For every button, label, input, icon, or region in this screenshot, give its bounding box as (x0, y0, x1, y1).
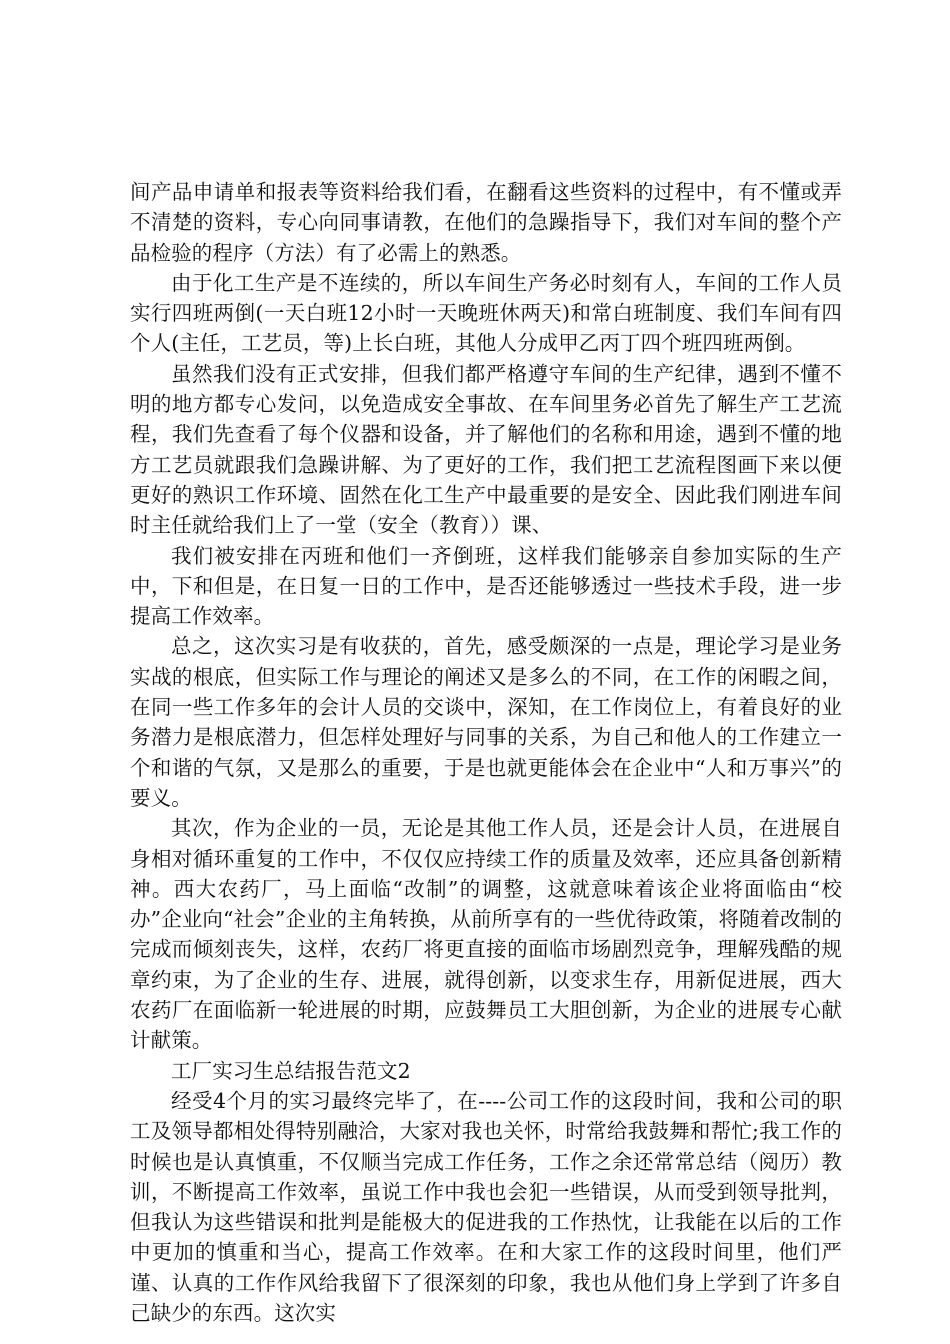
paragraph-6: 其次，作为企业的一员，无论是其他工作人员，还是会计人员，在进展自身相对循环重复的工作中，不仅仅应持续工作的质量及效率，还应具备创新精神。西大农药厂，马上面临“改制”的调整，这就意味着该企业将面临由“校办”企业向“社会”企业的主角转换，从前所享有的一些优待政策，将随着改制的完成而倾刻丧失，这样，农药厂将更直接的面临市场剧烈竞争，理解残酷的规章约束，为了企业的生存、进展，就得创新，以变求生存，用新促进展，西大农药厂在面临新一轮进展的时期，应鼓舞员工大胆创新，为企业的进展专心献计献策。 (130, 816, 842, 1053)
paragraph-5: 总之，这次实习是有收获的，首先，感受颇深的一点是，理论学习是业务实战的根底，但实际工作与理论的阐述又是多么的不同，在工作的闲暇之间，在同一些工作多年的会计人员的交谈中，深知，在工作岗位上，有着良好的业务潜力是根底潜力，但怎样处理好与同事的关系，为自己和他人的工作建立一个和谐的气氛，又是那么的重要，于是也就更能体会在企业中“人和万事兴”的要义。 (130, 634, 842, 810)
paragraph-1: 间产品申请单和报表等资料给我们看，在翻看这些资料的过程中，有不懂或弄不清楚的资料，专心向同事请教，在他们的急躁指导下，我们对车间的整个产品检验的程序（方法）有了必需上的熟悉。 (130, 180, 842, 265)
section-heading: 工厂实习生总结报告范文2 (171, 1058, 411, 1083)
paragraph-3: 虽然我们没有正式安排，但我们都严格遵守车间的生产纪律，遇到不懂不明的地方都专心发问，以免造成安全事故、在车间里务必首先了解生产工艺流程，我们先查看了每个仪器和设备，并了解他们的名称和用途，遇到不懂的地方工艺员就跟我们急躁讲解、为了更好的工作，我们把工艺流程图画下来以便更好的熟识工作环境、固然在化工生产中最重要的是安全、因此我们刚进车间时主任就给我们上了一堂（安全（教育））课、 (130, 361, 842, 538)
paragraph-7: 经受4个月的实习最终完毕了，在----公司工作的这段时间，我和公司的职工及领导都相处得特别融洽，大家对我也关怀，时常给我鼓舞和帮忙;我工作的时候也是认真慎重，不仅顺当完成工作任务，工作之余还常常总结（阅历）教训，不断提高工作效率，虽说工作中我也会犯一些错误，从而受到领导批判，但我认为这些错误和批判是能极大的促进我的工作热忱，让我能在以后的工作中更加的慎重和当心，提高工作效率。在和大家工作的这段时间里，他们严谨、认真的工作作风给我留下了很深刻的印象，我也从他们身上学到了许多自己缺少的东西。这次实 (130, 1088, 842, 1325)
paragraph-2: 由于化工生产是不连续的，所以车间生产务必时刻有人，车间的工作人员实行四班两倒(一天白班12小时一天晚班休两天)和常白班制度、我们车间有四个人(主任，工艺员，等)上长白班，其他人分成甲乙丙丁四个班四班两倒。 (130, 270, 842, 356)
paragraph-4: 我们被安排在丙班和他们一齐倒班，这样我们能够亲自参加实际的生产中，下和但是，在日复一日的工作中，是否还能够透过一些技术手段，进一步提高工作效率。 (130, 543, 842, 629)
document-body (130, 177, 842, 1328)
